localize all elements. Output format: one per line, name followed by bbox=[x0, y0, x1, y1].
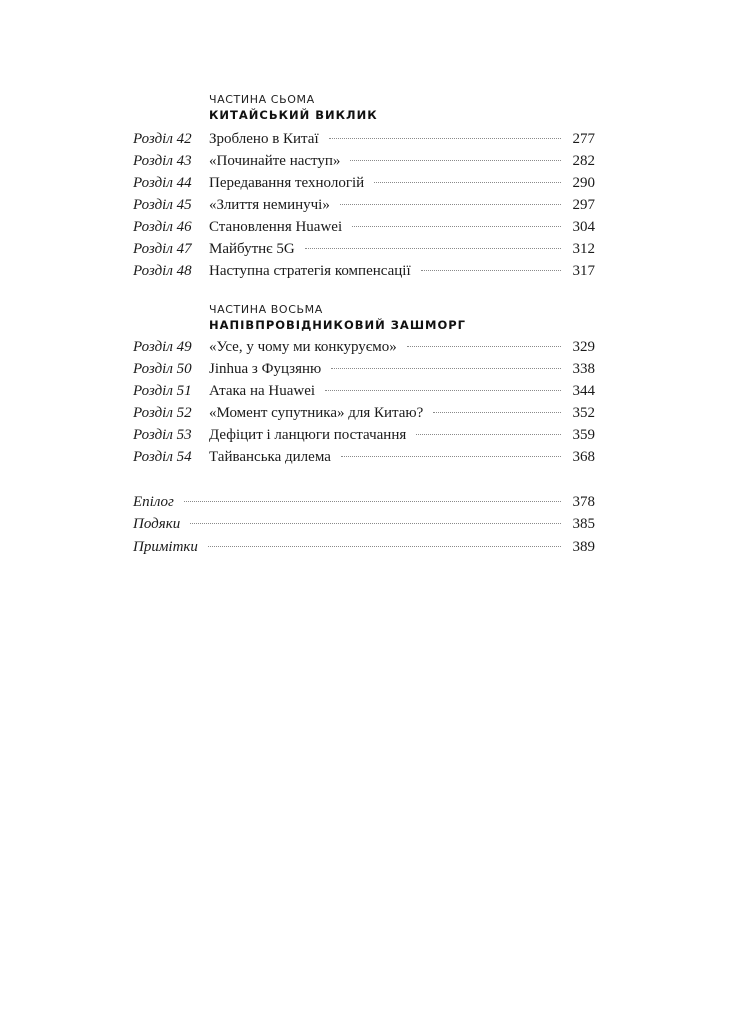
toc-row[interactable] bbox=[133, 172, 595, 194]
page-number: 378 bbox=[572, 494, 595, 510]
toc-row[interactable] bbox=[133, 128, 595, 150]
page-number: 282 bbox=[572, 153, 595, 169]
dot-leader bbox=[433, 411, 561, 413]
chapter-title: «Злиття неминучі» bbox=[209, 197, 330, 213]
chapter-number: Розділ 44 bbox=[133, 175, 192, 191]
dot-leader bbox=[184, 500, 561, 502]
toc-row[interactable] bbox=[133, 380, 595, 402]
toc-row[interactable] bbox=[133, 260, 595, 282]
page-number: 352 bbox=[572, 405, 595, 421]
part-title: НАПІВПРОВІДНИКОВИЙ ЗАШМОРГ bbox=[209, 318, 467, 332]
dot-leader bbox=[208, 545, 561, 547]
chapter-number: Розділ 51 bbox=[133, 383, 192, 399]
page-number: 329 bbox=[572, 339, 595, 355]
chapter-number: Розділ 48 bbox=[133, 263, 192, 279]
dot-leader bbox=[421, 269, 561, 271]
dot-leader bbox=[350, 159, 561, 161]
page-number: 317 bbox=[572, 263, 595, 279]
back-matter-title: Епілог bbox=[133, 494, 174, 510]
part-label: ЧАСТИНА СЬОМА bbox=[209, 93, 315, 106]
page-number: 290 bbox=[572, 175, 595, 191]
part-title: КИТАЙСЬКИЙ ВИКЛИК bbox=[209, 108, 378, 122]
chapter-title: Тайванська дилема bbox=[209, 449, 331, 465]
dot-leader bbox=[407, 345, 561, 347]
dot-leader bbox=[190, 522, 561, 524]
page-number: 368 bbox=[572, 449, 595, 465]
dot-leader bbox=[331, 367, 561, 369]
chapter-title: «Починайте наступ» bbox=[209, 153, 341, 169]
dot-leader bbox=[352, 225, 561, 227]
dot-leader bbox=[340, 203, 561, 205]
page-number: 344 bbox=[572, 383, 595, 399]
toc-row-notes[interactable] bbox=[133, 536, 595, 558]
dot-leader bbox=[374, 181, 561, 183]
toc-row[interactable] bbox=[133, 336, 595, 358]
back-matter-title: Примітки bbox=[133, 539, 198, 555]
toc-row[interactable] bbox=[133, 150, 595, 172]
page-number: 304 bbox=[572, 219, 595, 235]
dot-leader bbox=[329, 137, 561, 139]
part-label: ЧАСТИНА ВОСЬМА bbox=[209, 303, 323, 316]
page-number: 312 bbox=[572, 241, 595, 257]
chapter-number: Розділ 42 bbox=[133, 131, 192, 147]
toc-row[interactable] bbox=[133, 424, 595, 446]
chapter-number: Розділ 46 bbox=[133, 219, 192, 235]
chapter-number: Розділ 50 bbox=[133, 361, 192, 377]
chapter-title: Передавання технологій bbox=[209, 175, 365, 191]
chapter-title: Атака на Huawei bbox=[209, 383, 316, 399]
chapter-number: Розділ 49 bbox=[133, 339, 192, 355]
chapter-title: Майбутнє 5G bbox=[209, 241, 295, 257]
chapter-number: Розділ 54 bbox=[133, 449, 192, 465]
toc-row-epilogue[interactable] bbox=[133, 491, 595, 513]
back-matter-title: Подяки bbox=[133, 516, 181, 532]
toc-row[interactable] bbox=[133, 194, 595, 216]
chapter-number: Розділ 52 bbox=[133, 405, 192, 421]
chapter-title: Jinhua з Фуцзяню bbox=[209, 361, 322, 377]
chapter-title: Зроблено в Китаї bbox=[209, 131, 319, 147]
toc-row-acknowledgements[interactable] bbox=[133, 513, 595, 535]
dot-leader bbox=[416, 433, 561, 435]
chapter-title: Становлення Huawei bbox=[209, 219, 343, 235]
page-number: 297 bbox=[572, 197, 595, 213]
page-number: 389 bbox=[572, 539, 595, 555]
chapter-title: Наступна стратегія компенсації bbox=[209, 263, 411, 279]
chapter-number: Розділ 53 bbox=[133, 427, 192, 443]
dot-leader bbox=[305, 247, 561, 249]
dot-leader bbox=[341, 455, 561, 457]
toc-row[interactable] bbox=[133, 446, 595, 468]
toc-row[interactable] bbox=[133, 238, 595, 260]
chapter-title: «Момент супутника» для Китаю? bbox=[209, 405, 424, 421]
toc-row[interactable] bbox=[133, 358, 595, 380]
chapter-number: Розділ 43 bbox=[133, 153, 192, 169]
chapter-number: Розділ 47 bbox=[133, 241, 192, 257]
toc-row[interactable] bbox=[133, 216, 595, 238]
page-number: 385 bbox=[572, 516, 595, 532]
toc-row[interactable] bbox=[133, 402, 595, 424]
page-number: 338 bbox=[572, 361, 595, 377]
chapter-title: Дефіцит і ланцюги постачання bbox=[209, 427, 407, 443]
page-number: 359 bbox=[572, 427, 595, 443]
chapter-title: «Усе, у чому ми конкуруємо» bbox=[209, 339, 397, 355]
chapter-number: Розділ 45 bbox=[133, 197, 192, 213]
dot-leader bbox=[325, 389, 561, 391]
page-number: 277 bbox=[572, 131, 595, 147]
